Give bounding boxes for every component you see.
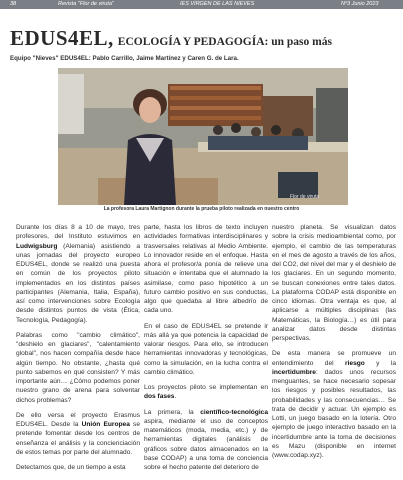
team-credits: Equipo "Nieves" EDUS4EL: Pablo Carrillo, Jaime Martínez y Caren G. de Lara. (10, 55, 239, 62)
classroom-photo (58, 68, 348, 205)
magazine-name: Revista "Flor de viruta" (58, 1, 114, 7)
photo-caption: La profesora Laura Martignon durante la prueba piloto realizada en nuestro centro (103, 206, 300, 212)
page-header-bar (0, 0, 403, 9)
paragraph: Palabras como "cambio climático", "deshielo en glaciares", "calentamiento global", nos hacen compañía desde hace algún tiempo. No obstante, ¿hasta qué punto sabemos en qué consisten? Y más importante aún… ¿Cómo podemos poner nuestro grano de arena para solventar dichos problemas? (16, 331, 140, 404)
article-title (10, 26, 332, 51)
page-number: 38 (10, 1, 17, 7)
title-sub: ECOLOGÍA Y PEDAGOGÍA (117, 36, 265, 48)
paragraph: Durante los días 8 a 10 de mayo, tres profesores, del Instituto estuvimos en Ludwigsburg (Alemania) asistiendo a unas jornadas del proyecto europeo EDUS4EL, donde se realizó una puesta en común de los proyectos piloto implementados en los distintos países participantes (Alemania, Italia, España), así como intervenciones sobre Ecología desde distintos puntos de vista (Ética, Tecnología, Pedagogía). (16, 224, 140, 324)
article-photo (58, 68, 348, 205)
paragraph: La primera, la científico-tecnológica aspira, mediante el uso de conceptos matemáticos (moda, media, etc.) y de herramientas digitales (análisis de gráficos sobre datos almacenados en la base CODAP) a una toma de conciencia sobre el hecho patente del deterioro de (144, 408, 268, 471)
title-tail: : un paso más (264, 36, 332, 48)
school-name: IES VIRGEN DE LAS NIEVES (180, 1, 255, 7)
column-1 (16, 223, 140, 478)
photo-watermark: Flor de viruta (290, 194, 320, 200)
issue-info: Nº3 Junio 2023 (341, 1, 379, 7)
paragraph: De esta manera se promueve un entendimiento del riesgo y la incertidumbre: dados unos recursos menguantes, se hace necesario sopesar los riesgos y posibles resultados, las probabilidades y las consecuencias… Se trata de decidir y actuar. Un ejemplo es Lotti, un juego basado en la lotería. Otro ejemplo de juego interactivo basado en la incertidumbre ante la toma de decisiones es Mazu (disponible en internet (www.codap.xyz). (272, 350, 396, 459)
column-3 (272, 223, 396, 466)
title-main: EDUS4EL, (10, 26, 114, 50)
paragraph: Detectamos que, de un tiempo a esta (16, 464, 126, 471)
paragraph: Los proyectos piloto se implementan en dos fases. (144, 384, 268, 401)
paragraph: parte, hasta los libros de texto incluyen actividades formativas interdisciplinares y trasversales relativas al Medio Ambiente. Lo innovador reside en el enfoque. Hasta ahora el profesor/a ponía de relieve una situación e intentaba que el alumnado la asimilase, como paso hipotético a un futuro cambio positivo en sus conductas, algo que quedaba al libre albedrío de cada uno. (144, 224, 268, 315)
paragraph: De ello versa el proyecto Erasmus EDUS4EL. Desde la Unión Europea se pretende fomentar desde los centros de enseñanza el análisis y la concienciación de estos temas por parte del alumnado. (16, 411, 141, 456)
column-2 (144, 223, 268, 478)
paragraph: En el caso de EDUS4EL se pretende ir más allá ya que potencia la capacidad de valorar riesgos. Para ello, se introducen herramientas innovadoras y tecnológicas, como la simulación, en la lucha contra el cambio climático. (144, 322, 268, 376)
paragraph: nuestro planeta. Se visualizan datos sobre la crisis medioambiental como, por ejemplo, el cambio de las temperaturas en el mes de agosto a través de los años, del CO2, del nivel del mar y el deshielo de los glaciares. En un segundo momento, se buscan conexiones entre tales datos. La plataforma CODAP está disponible en cinco idiomas. Otra ventaja es que, al aplicarse a múltiples disciplinas (las Matemáticas, la Biología…) es útil para analizar datos desde distintas perspectivas. (272, 224, 396, 342)
